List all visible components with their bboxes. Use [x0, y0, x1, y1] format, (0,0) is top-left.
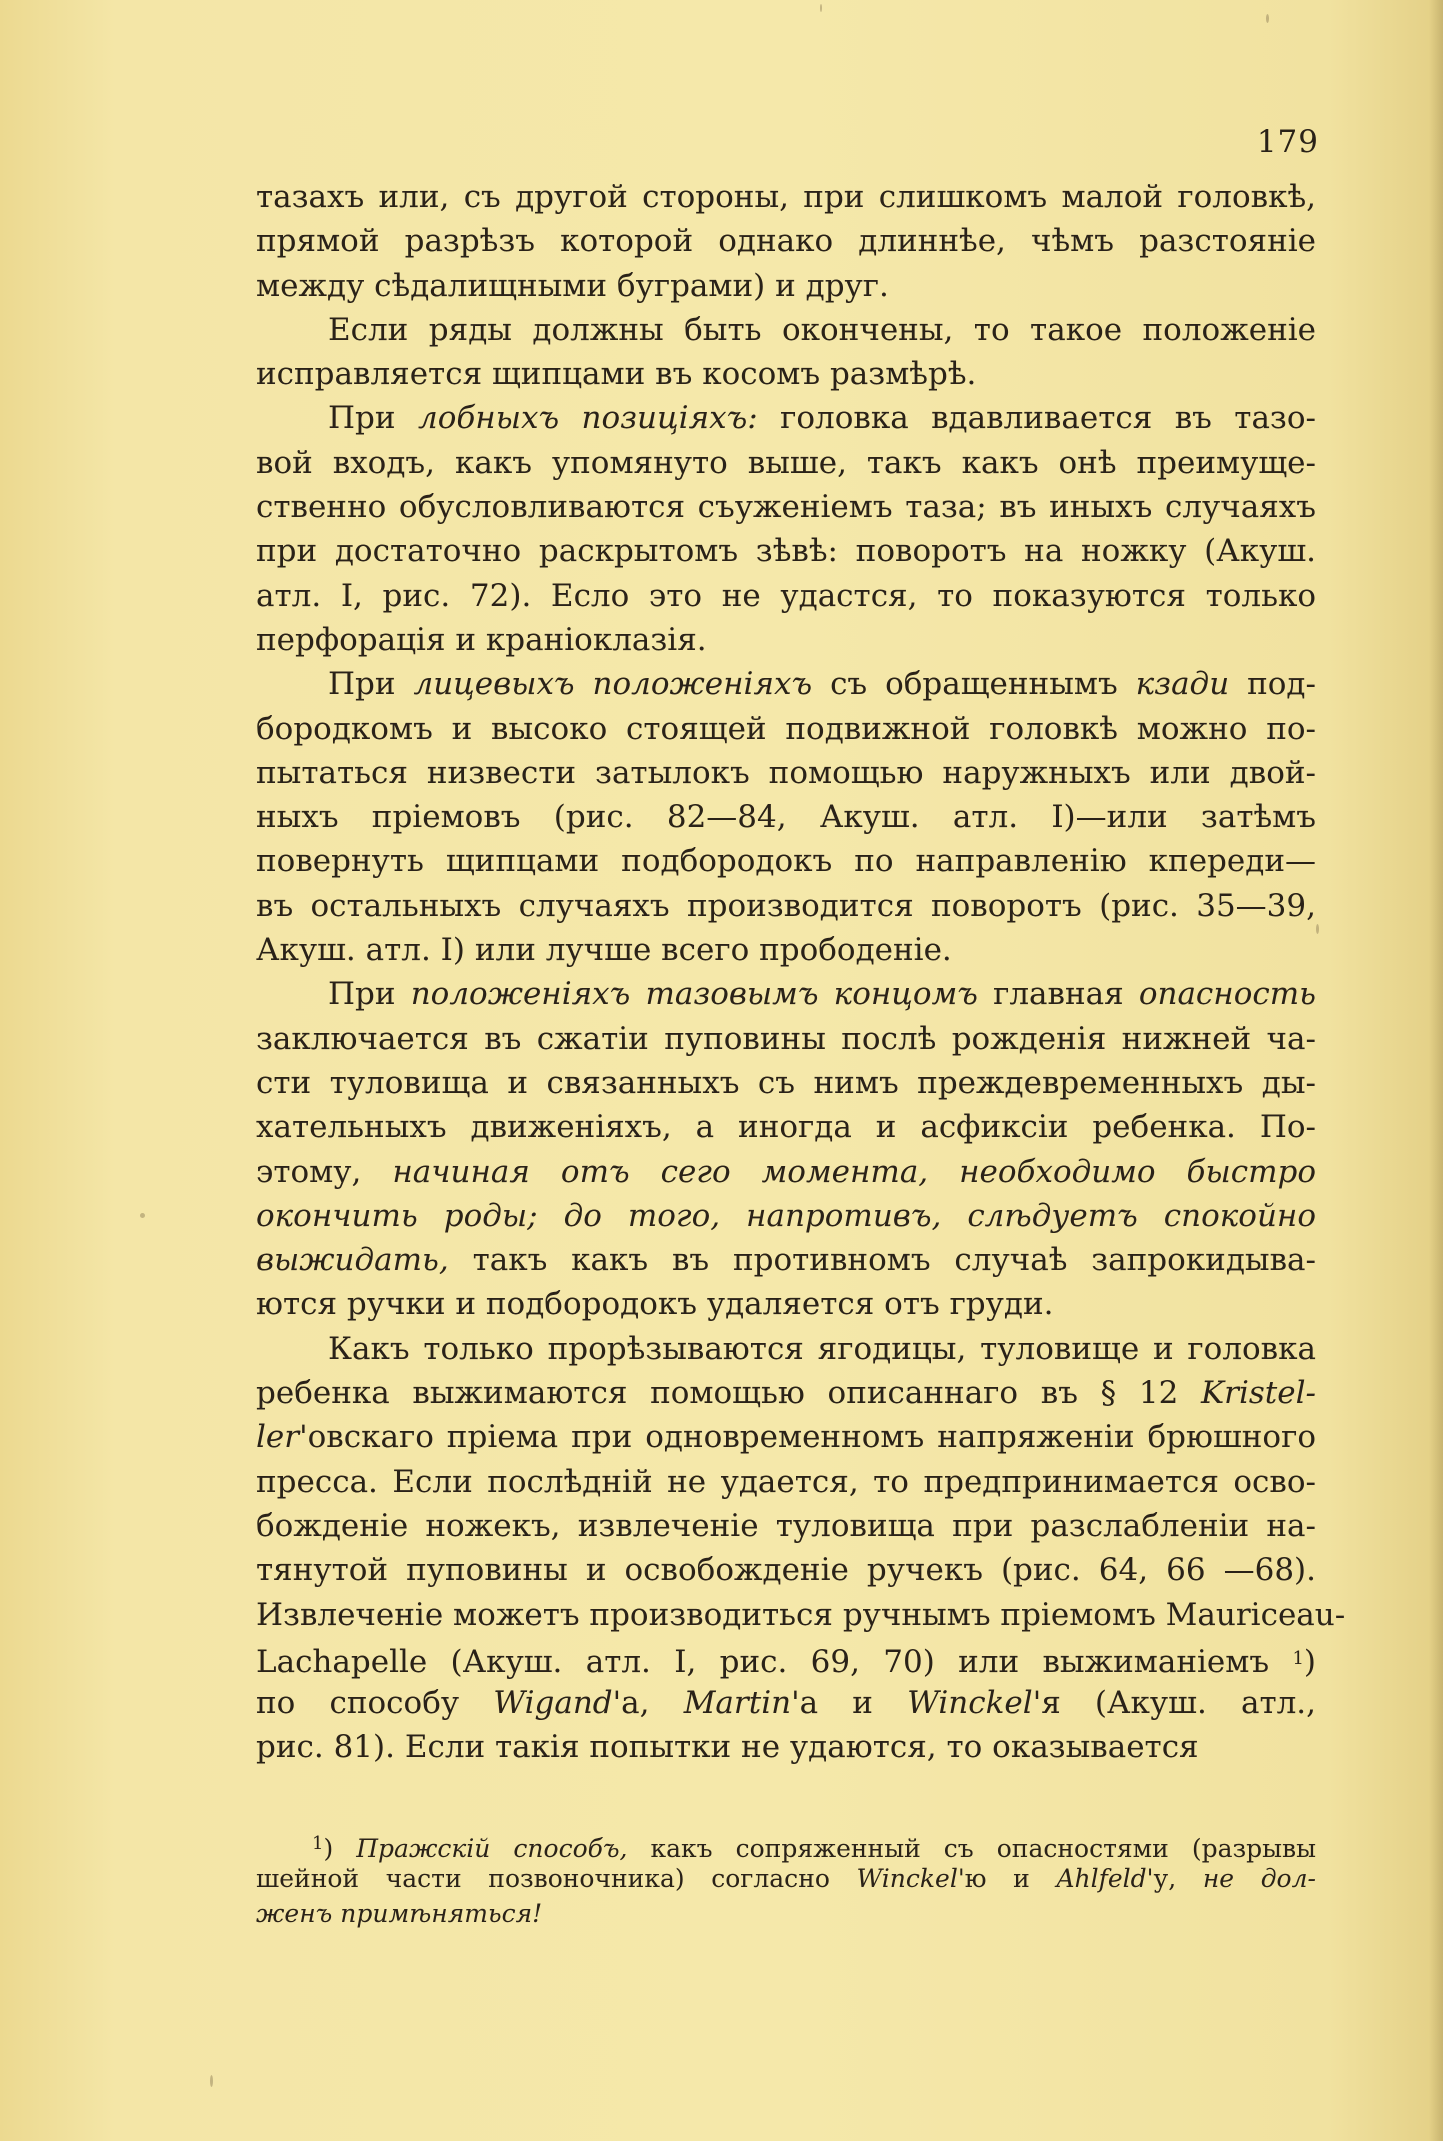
text-segment: 'овскаго пріема при одновременномъ напряженіи брюшного — [299, 1419, 1316, 1456]
text-segment: бородкомъ и высоко стоящей подвижной головкѣ можно по- — [256, 710, 1316, 747]
text-segment: между сѣдалищными буграми) и друг. — [256, 267, 889, 304]
text-segment: При — [328, 400, 418, 437]
italic-text: лицевыхъ положеніяхъ — [413, 666, 813, 703]
text-segment: 'ю и — [957, 1864, 1057, 1893]
text-segment: тянутой пуповины и освобожденіе ручекъ (рис. 64, 66 —68). — [256, 1552, 1316, 1589]
text-line — [256, 308, 1316, 352]
text-segment: главная — [977, 976, 1139, 1013]
text-line — [256, 1826, 1316, 1861]
paragraph — [256, 175, 1316, 308]
footnote — [256, 1826, 1316, 1931]
scan-speck — [210, 2075, 213, 2087]
paragraph — [256, 396, 1316, 662]
text-line — [256, 396, 1316, 440]
text-line — [256, 219, 1316, 263]
scan-speck — [1266, 14, 1269, 23]
text-line — [256, 1061, 1316, 1105]
text-segment: 'а, — [612, 1685, 684, 1722]
text-segment: При — [328, 666, 414, 703]
text-line — [256, 839, 1316, 883]
paragraph — [256, 662, 1316, 972]
text-segment: такъ какъ въ противномъ случаѣ запрокидыва- — [448, 1242, 1316, 1279]
text-segment: вой входъ, какъ упомянуто выше, такъ какъ онѣ преимуще- — [256, 444, 1316, 481]
text-line — [256, 1548, 1316, 1592]
paragraph — [256, 308, 1316, 397]
text-segment: атл. I, рис. 72). Есло это не удастся, то показуются только — [256, 577, 1316, 614]
text-line — [256, 1681, 1316, 1725]
italic-text: Winckel — [856, 1864, 958, 1893]
text-line — [256, 441, 1316, 485]
text-segment: ) — [323, 1834, 357, 1863]
text-segment: Какъ только прорѣзываются ягодицы, туловище и головка — [328, 1330, 1316, 1367]
text-line — [256, 1017, 1316, 1061]
text-segment: тазахъ или, съ другой стороны, при слишкомъ малой головкѣ, — [256, 179, 1316, 215]
text-line — [256, 928, 1316, 972]
text-line — [256, 1238, 1316, 1282]
text-line — [256, 1105, 1316, 1149]
scan-speck — [1316, 924, 1319, 934]
text-line — [256, 1194, 1316, 1238]
text-segment: 'у, — [1146, 1864, 1203, 1893]
text-line — [256, 618, 1316, 662]
italic-text: окончить роды; до того, напротивъ, слѣдуетъ спокойно — [256, 1197, 1316, 1234]
italic-text: опасность — [1138, 976, 1317, 1013]
text-segment: При — [328, 976, 411, 1013]
text-segment: заключается въ сжатіи пуповины послѣ рожденія нижней ча- — [256, 1020, 1316, 1057]
text-line — [256, 529, 1316, 573]
text-segment: Извлеченіе можетъ производиться ручнымъ пріемомъ Mauriceau- — [256, 1596, 1346, 1633]
italic-text: Kristel- — [1201, 1375, 1316, 1412]
text-segment: прямой разрѣзъ которой однако длиннѣе, чѣмъ разстояніе — [256, 223, 1316, 260]
footnote-marker: 1 — [1292, 1647, 1304, 1669]
text-segment: исправляется щипцами въ косомъ размѣрѣ. — [256, 356, 977, 393]
text-segment: 'я (Акуш. атл., — [1032, 1685, 1316, 1722]
text-line — [256, 1504, 1316, 1548]
text-line — [256, 1282, 1316, 1326]
text-segment: Lachapelle (Акуш. атл. I, рис. 69, 70) или выжиманіемъ — [256, 1643, 1293, 1680]
text-segment: ственно обусловливаются съуженіемъ таза; въ иныхъ случаяхъ — [256, 489, 1316, 526]
text-segment: ) — [1303, 1643, 1316, 1680]
text-line — [256, 1725, 1316, 1769]
paragraph — [256, 1327, 1346, 1770]
italic-text: лобныхъ позиціяхъ: — [417, 400, 758, 437]
text-line — [256, 1150, 1316, 1194]
text-segment: сти туловища и связанныхъ съ нимъ преждевременныхъ ды- — [256, 1064, 1316, 1101]
text-line — [256, 707, 1316, 751]
text-line — [256, 1460, 1316, 1504]
text-segment: повернуть щипцами подбородокъ по направленію кпереди— — [256, 843, 1316, 880]
italic-text: Wigand — [493, 1685, 613, 1722]
text-line — [256, 1327, 1316, 1371]
italic-text: ler — [256, 1419, 300, 1456]
text-line — [256, 972, 1316, 1016]
text-segment: головка вдавливается въ тазо- — [757, 400, 1316, 437]
italic-text: Ahlfeld — [1056, 1864, 1147, 1893]
text-segment: шейной части позвоночника) согласно — [256, 1864, 857, 1893]
text-line — [256, 485, 1316, 529]
italic-text: выжидать, — [256, 1242, 449, 1279]
text-segment: рис. 81). Если такія попытки не удаются, то оказывается — [256, 1729, 1199, 1766]
text-segment: въ остальныхъ случаяхъ производится поворотъ (рис. 35—39, — [256, 887, 1316, 924]
text-line — [256, 264, 1316, 308]
text-segment: по способу — [256, 1685, 494, 1722]
text-segment: этому, — [256, 1153, 393, 1190]
text-segment: божденіе ножекъ, извлеченіе туловища при разслабленіи на- — [256, 1507, 1316, 1544]
text-segment: какъ сопряженный съ опасностями (разрывы — [627, 1834, 1316, 1863]
text-segment: съ обращеннымъ — [812, 666, 1136, 703]
italic-text: не дол- — [1202, 1864, 1316, 1893]
text-line — [256, 795, 1316, 839]
page-number: 179 — [1256, 124, 1319, 160]
text-segment: Акуш. атл. I) или лучше всего прободеніе. — [256, 932, 952, 969]
text-line — [256, 1861, 1316, 1896]
text-segment: пытаться низвести затылокъ помощью наружныхъ или двой- — [256, 754, 1316, 791]
footnote-marker: 1 — [312, 1833, 324, 1854]
text-line — [256, 751, 1316, 795]
text-segment: ребенка выжимаются помощью описаннаго въ § 12 — [256, 1375, 1201, 1412]
text-line — [256, 1593, 1346, 1637]
text-line — [256, 1896, 1316, 1931]
text-segment: ются ручки и подбородокъ удаляется отъ груди. — [256, 1286, 1054, 1323]
text-line — [256, 1415, 1316, 1459]
text-line — [256, 352, 1316, 396]
text-segment: 'а и — [791, 1685, 908, 1722]
text-line — [256, 574, 1316, 618]
text-line — [256, 1637, 1316, 1681]
text-segment: под- — [1229, 666, 1316, 703]
text-line — [256, 1371, 1316, 1415]
text-line — [256, 884, 1316, 928]
paragraph — [256, 972, 1316, 1326]
main-text — [256, 175, 1346, 1770]
text-segment: при достаточно раскрытомъ зѣвѣ: поворотъ на ножку (Акуш. — [256, 533, 1316, 570]
italic-text: кзади — [1135, 666, 1230, 703]
text-segment: ныхъ пріемовъ (рис. 82—84, Акуш. атл. I)—или затѣмъ — [256, 799, 1316, 836]
scan-speck — [140, 1213, 145, 1218]
text-line — [256, 175, 1316, 219]
italic-text: Martin — [683, 1685, 792, 1722]
italic-text: начиная отъ сего момента, необходимо быстро — [392, 1153, 1316, 1190]
text-segment: Если ряды должны быть окончены, то такое положеніе — [328, 311, 1316, 348]
italic-text: женъ примѣняться! — [256, 1899, 543, 1928]
text-line — [256, 662, 1316, 706]
text-segment: перфорація и краніоклазія. — [256, 621, 707, 658]
text-segment: пресса. Если послѣдній не удается, то предпринимается осво- — [256, 1463, 1316, 1500]
italic-text: положеніяхъ тазовымъ концомъ — [410, 976, 978, 1013]
text-segment: хательныхъ движеніяхъ, а иногда и асфиксіи ребенка. По- — [256, 1109, 1316, 1146]
italic-text: Пражскій способъ, — [356, 1834, 628, 1863]
scan-speck — [820, 4, 822, 12]
italic-text: Winckel — [907, 1685, 1033, 1722]
